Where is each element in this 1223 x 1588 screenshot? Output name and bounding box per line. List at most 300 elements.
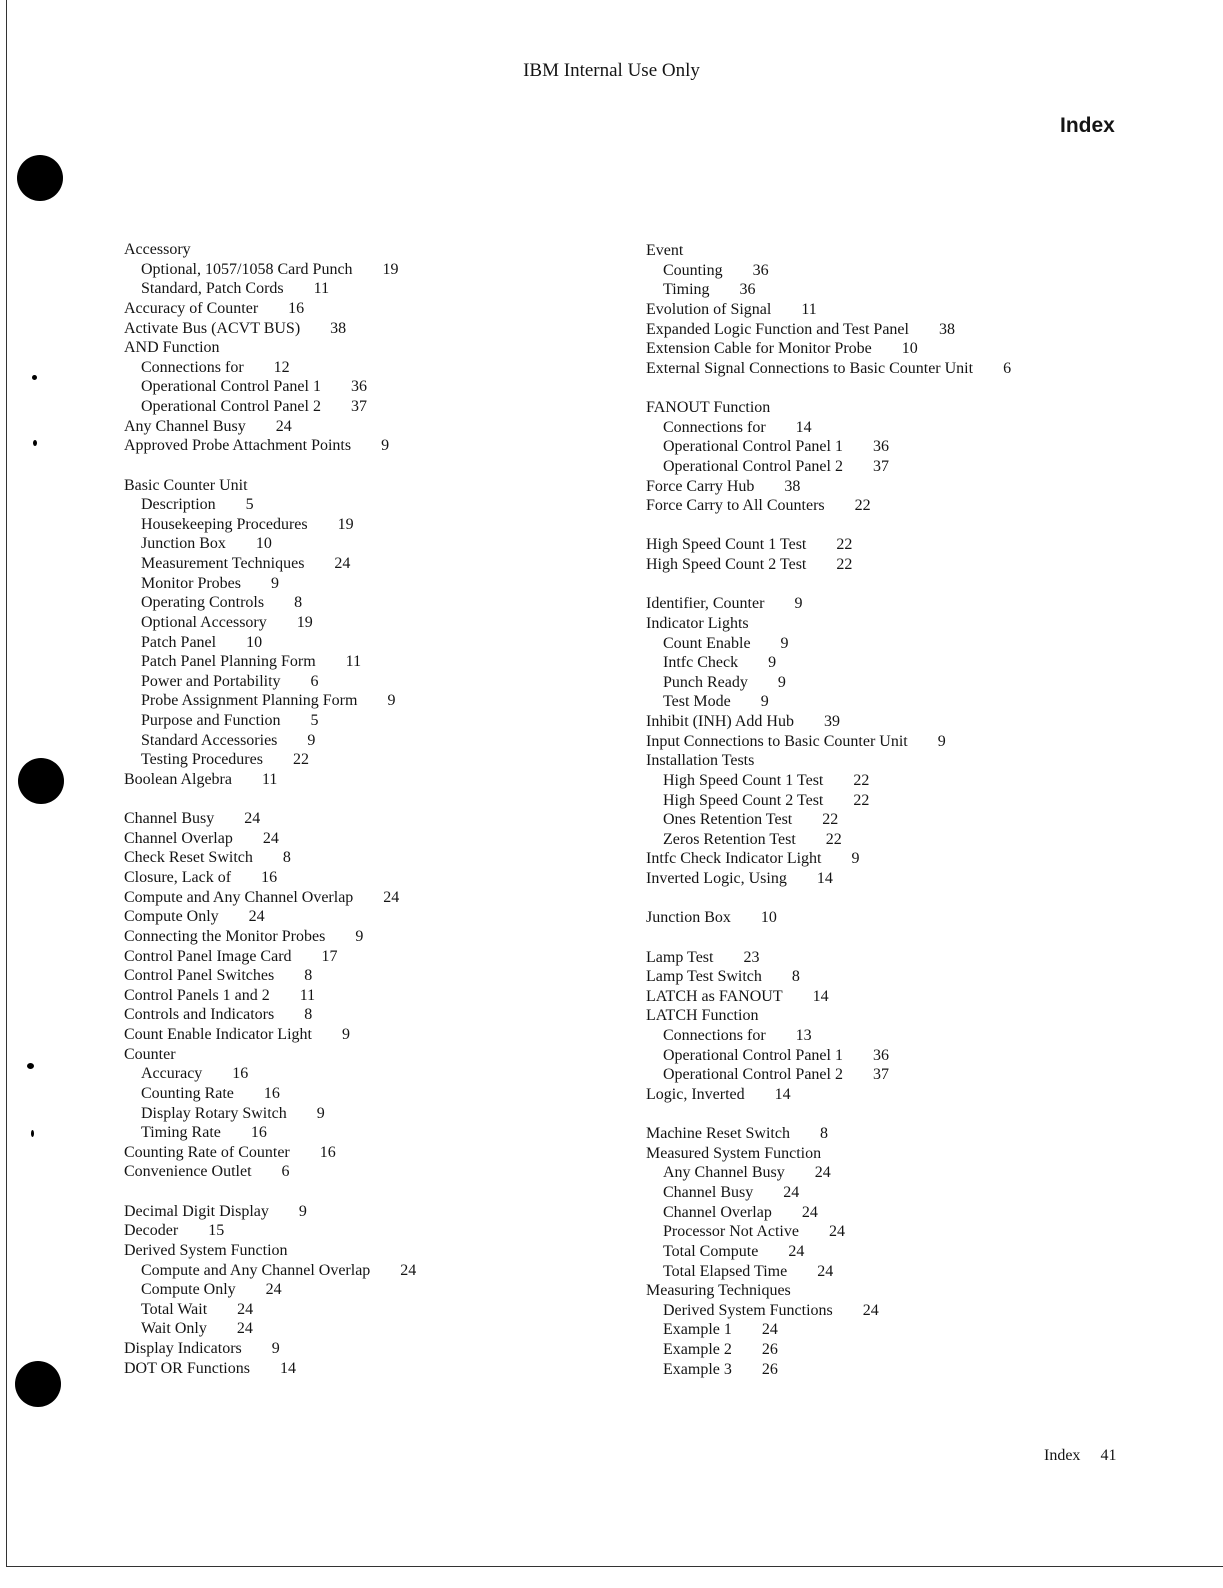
index-page-ref: 8	[791, 968, 800, 986]
index-entry	[124, 240, 416, 260]
index-entry	[124, 1221, 416, 1241]
index-entry	[124, 770, 416, 790]
index-subentry	[646, 673, 1011, 693]
page-border-left	[6, 0, 7, 1566]
index-subentry	[124, 731, 416, 751]
index-subentry	[124, 633, 416, 653]
index-entry	[124, 966, 416, 986]
index-entry	[124, 319, 416, 339]
index-entry	[124, 338, 416, 358]
index-entry	[124, 1339, 416, 1359]
index-page-ref: 24	[383, 888, 400, 906]
index-term: Lamp Test Switch	[646, 968, 762, 986]
index-entry	[124, 829, 416, 849]
index-term: Operational Control Panel 2	[141, 398, 321, 415]
index-subentry	[124, 397, 416, 417]
index-page-ref: 16	[232, 1065, 249, 1083]
index-entry	[646, 594, 1011, 614]
index-entry	[646, 712, 1011, 732]
index-subentry	[646, 791, 1011, 811]
index-term: Processor Not Active	[663, 1223, 799, 1241]
index-subentry	[124, 652, 416, 672]
index-term: DOT OR Functions	[124, 1359, 250, 1377]
index-term: Timing	[663, 281, 710, 299]
index-term: Counting Rate	[141, 1084, 234, 1102]
index-term: Operational Control Panel 1	[663, 1046, 843, 1064]
index-term: Identifier, Counter	[646, 595, 765, 613]
index-term: Decimal Digit Display	[124, 1202, 269, 1220]
index-term: Ones Retention Test	[663, 811, 793, 829]
index-page-ref: 26	[761, 1360, 778, 1378]
index-term: Connections for	[141, 358, 244, 376]
index-page-ref: 16	[261, 869, 278, 886]
index-page-ref: 8	[819, 1125, 828, 1143]
index-entry	[646, 948, 1011, 968]
index-term: Test Mode	[663, 693, 731, 711]
index-term: Boolean Algebra	[124, 770, 232, 788]
index-subentry	[124, 711, 416, 731]
index-term: Counting	[663, 261, 723, 279]
index-term: Basic Counter Unit	[124, 476, 248, 494]
index-entry	[646, 967, 1011, 987]
index-page-ref: 24	[783, 1184, 800, 1201]
index-subentry	[646, 1301, 1011, 1321]
index-subentry	[124, 574, 416, 594]
index-term: Accessory	[124, 241, 191, 258]
index-entry	[646, 1085, 1011, 1105]
index-page-ref: 9	[381, 437, 390, 455]
index-subentry	[124, 1064, 416, 1084]
index-entry	[124, 1143, 416, 1163]
index-subentry	[646, 830, 1011, 850]
index-term: Standard, Patch Cords	[141, 280, 284, 298]
index-term: Junction Box	[646, 909, 731, 927]
index-subentry	[646, 437, 1011, 457]
index-term: Channel Overlap	[124, 829, 233, 847]
index-term: Power and Portability	[141, 672, 281, 690]
index-entry	[646, 339, 1011, 359]
index-entry	[124, 888, 416, 908]
index-term: Purpose and Function	[141, 712, 281, 729]
index-page-ref: 9	[794, 595, 803, 613]
index-page-ref: 16	[250, 1124, 267, 1142]
index-term: Junction Box	[141, 535, 226, 553]
index-term: Force Carry Hub	[646, 477, 755, 495]
index-page-ref: 8	[294, 594, 303, 612]
index-term: Indicator Lights	[646, 614, 749, 632]
index-term: LATCH as FANOUT	[646, 987, 783, 1005]
index-term: Example 1	[663, 1321, 732, 1339]
index-term: Derived System Functions	[663, 1301, 833, 1319]
index-entry	[124, 1241, 416, 1261]
index-page-ref: 11	[313, 280, 330, 298]
index-page-ref: 14	[774, 1085, 791, 1103]
index-subentry	[646, 1183, 1011, 1203]
index-term: Timing Rate	[141, 1124, 221, 1142]
index-term: Inverted Logic, Using	[646, 870, 787, 887]
index-term: Operational Control Panel 2	[663, 457, 843, 475]
index-subentry	[124, 1300, 416, 1320]
index-subentry	[646, 261, 1011, 281]
page-number: 41	[1100, 1447, 1117, 1464]
index-subentry	[646, 1163, 1011, 1183]
index-page-ref: 9	[937, 732, 946, 750]
index-entry	[646, 241, 1011, 261]
index-term: LATCH Function	[646, 1007, 759, 1025]
index-term: Decoder	[124, 1222, 179, 1240]
index-page-ref: 14	[279, 1359, 296, 1377]
index-entry	[124, 1162, 416, 1182]
index-page-ref: 9	[768, 654, 777, 672]
index-subentry	[646, 1222, 1011, 1242]
index-entry	[646, 751, 1011, 771]
index-subentry	[124, 515, 416, 535]
index-page-ref: 6	[281, 1163, 290, 1181]
index-term: High Speed Count 2 Test	[663, 791, 824, 809]
punch-hole-top	[17, 155, 63, 201]
index-entry	[646, 555, 1011, 575]
index-page-ref: 24	[265, 1281, 282, 1299]
index-page-ref: 22	[854, 497, 871, 515]
index-page-ref: 24	[275, 417, 292, 435]
index-entry	[124, 986, 416, 1006]
index-page-ref: 38	[938, 320, 955, 338]
index-term: AND Function	[124, 339, 220, 357]
index-page-ref: 5	[245, 496, 254, 514]
index-entry	[124, 417, 416, 437]
index-term: Connections for	[663, 418, 766, 436]
index-term: High Speed Count 1 Test	[663, 771, 824, 789]
index-term: Convenience Outlet	[124, 1163, 252, 1181]
index-term: Measuring Techniques	[646, 1282, 791, 1300]
page-border-bottom	[6, 1566, 1223, 1567]
index-page-ref: 9	[298, 1202, 307, 1220]
index-entry	[646, 614, 1011, 634]
index-page-ref: 9	[777, 673, 786, 691]
index-term: Logic, Inverted	[646, 1085, 745, 1103]
index-term: Installation Tests	[646, 752, 755, 770]
index-subentry	[646, 810, 1011, 830]
index-subentry	[124, 1084, 416, 1104]
index-term: Total Elapsed Time	[663, 1262, 788, 1280]
index-term: Total Wait	[141, 1300, 208, 1318]
index-page-ref: 9	[355, 927, 364, 945]
index-page-ref: 5	[310, 712, 319, 729]
index-subentry	[646, 418, 1011, 438]
index-column-right	[646, 241, 1011, 1379]
index-subentry	[124, 750, 416, 770]
index-page-ref: 22	[825, 830, 842, 848]
index-page-ref: 22	[836, 536, 853, 554]
index-page-ref: 19	[382, 260, 399, 278]
index-term: Description	[141, 496, 216, 514]
index-subentry	[124, 1319, 416, 1339]
index-subentry	[124, 1123, 416, 1143]
index-page-ref: 10	[246, 633, 263, 651]
index-entry	[124, 809, 416, 829]
index-subentry	[124, 613, 416, 633]
index-term: Control Panel Switches	[124, 967, 275, 985]
index-entry	[124, 476, 416, 496]
scan-speck	[33, 440, 37, 446]
index-subentry	[646, 1340, 1011, 1360]
index-subentry	[124, 672, 416, 692]
index-subentry	[646, 653, 1011, 673]
index-page-ref: 10	[760, 909, 777, 927]
index-page-ref: 9	[851, 850, 860, 868]
index-subentry	[124, 534, 416, 554]
index-page-ref: 24	[801, 1203, 818, 1221]
index-entry	[646, 869, 1011, 889]
index-term: Example 3	[663, 1360, 732, 1378]
index-term: Count Enable Indicator Light	[124, 1026, 312, 1043]
index-page-ref: 37	[872, 457, 889, 475]
index-term: Operational Control Panel 1	[663, 438, 843, 456]
index-page-ref: 9	[316, 1104, 325, 1122]
index-term: Compute Only	[141, 1281, 236, 1299]
index-subentry	[124, 279, 416, 299]
index-page-ref: 9	[307, 731, 316, 749]
index-page-ref: 6	[1003, 359, 1012, 377]
scan-speck	[32, 375, 37, 380]
index-page-ref: 9	[271, 574, 279, 592]
index-entry	[646, 477, 1011, 497]
index-page-ref: 39	[823, 713, 840, 730]
index-page-ref: 22	[853, 791, 870, 809]
index-subentry	[646, 1360, 1011, 1380]
index-term: Total Compute	[663, 1242, 759, 1260]
index-term: Compute Only	[124, 908, 219, 926]
index-page-ref: 8	[304, 967, 313, 985]
index-subentry	[124, 691, 416, 711]
index-term: Control Panel Image Card	[124, 947, 292, 965]
index-page-ref: 24	[236, 1320, 253, 1338]
index-page-ref: 24	[862, 1301, 879, 1319]
index-page-ref: 16	[288, 299, 305, 317]
index-term: Machine Reset Switch	[646, 1125, 790, 1143]
index-page-ref: 8	[282, 849, 291, 867]
index-entry	[646, 849, 1011, 869]
page-footer	[1044, 1447, 1116, 1465]
index-term: Display Indicators	[124, 1340, 242, 1357]
index-term: Any Channel Busy	[663, 1164, 785, 1182]
index-subentry	[646, 1026, 1011, 1046]
index-entry	[646, 1124, 1011, 1144]
index-page-ref: 9	[760, 693, 769, 711]
index-page-ref: 37	[350, 398, 367, 415]
index-term: Compute and Any Channel Overlap	[124, 888, 354, 906]
index-page-ref: 6	[310, 672, 319, 690]
index-term: Accuracy	[141, 1065, 203, 1083]
index-page-ref: 23	[743, 948, 760, 966]
index-page-ref: 22	[853, 771, 870, 789]
index-term: Connecting the Monitor Probes	[124, 927, 326, 945]
index-subentry	[124, 495, 416, 515]
index-term: Lamp Test	[646, 948, 714, 966]
footer-label: Index	[1044, 1447, 1081, 1464]
index-term: Count Enable	[663, 634, 751, 652]
index-page-ref: 11	[801, 300, 817, 318]
index-subentry	[124, 554, 416, 574]
index-page-ref: 22	[822, 811, 839, 829]
index-term: Probe Assignment Planning Form	[141, 692, 358, 710]
index-term: High Speed Count 1 Test	[646, 536, 807, 554]
index-page-ref: 19	[337, 515, 354, 533]
index-page-ref: 36	[872, 438, 889, 456]
index-page-ref: 11	[345, 653, 362, 671]
index-entry	[646, 398, 1011, 418]
index-term: Channel Overlap	[663, 1203, 772, 1221]
index-page-ref: 9	[780, 634, 789, 652]
index-page-ref: 36	[752, 261, 769, 279]
index-subentry	[646, 692, 1011, 712]
index-entry	[124, 1202, 416, 1222]
index-term: High Speed Count 2 Test	[646, 556, 807, 573]
index-entry	[646, 320, 1011, 340]
index-page-ref: 36	[739, 281, 756, 299]
index-page-ref: 24	[334, 555, 351, 572]
index-term: Counter	[124, 1045, 176, 1063]
index-page-ref: 19	[296, 613, 313, 631]
index-term: FANOUT Function	[646, 399, 771, 416]
index-term: Compute and Any Channel Overlap	[141, 1261, 371, 1279]
index-term: Accuracy of Counter	[124, 299, 259, 317]
index-term: Inhibit (INH) Add Hub	[646, 713, 794, 730]
index-term: Testing Procedures	[141, 751, 263, 769]
index-term: Display Rotary Switch	[141, 1104, 287, 1122]
index-term: Measurement Techniques	[141, 555, 305, 572]
index-page-ref: 22	[292, 751, 309, 769]
index-term: Connections for	[663, 1027, 766, 1044]
index-page-ref: 24	[262, 829, 279, 847]
index-term: Punch Ready	[663, 673, 748, 691]
index-term: Control Panels 1 and 2	[124, 986, 270, 1004]
index-column-left	[124, 240, 416, 1378]
index-term: Optional Accessory	[141, 613, 267, 631]
index-term: Intfc Check	[663, 654, 739, 672]
index-page-ref: 24	[400, 1261, 417, 1279]
index-entry	[646, 987, 1011, 1007]
index-term: Housekeeping Procedures	[141, 515, 308, 533]
index-page-ref: 17	[321, 947, 338, 965]
index-entry	[124, 868, 416, 888]
index-term: Check Reset Switch	[124, 849, 253, 867]
index-term: Optional, 1057/1058 Card Punch	[141, 260, 353, 278]
scan-speck	[27, 1063, 34, 1069]
page-header: IBM Internal Use Only	[523, 60, 700, 81]
index-page-ref: 16	[319, 1143, 336, 1161]
index-page-ref: 24	[814, 1164, 831, 1182]
index-subentry	[646, 771, 1011, 791]
index-entry	[124, 299, 416, 319]
index-entry	[124, 907, 416, 927]
index-subentry	[124, 1280, 416, 1300]
index-term: Monitor Probes	[141, 574, 241, 592]
index-entry	[124, 848, 416, 868]
index-term: Input Connections to Basic Counter Unit	[646, 732, 908, 750]
index-page-ref: 37	[872, 1066, 889, 1084]
index-page-ref: 24	[237, 1300, 254, 1318]
index-term: Force Carry to All Counters	[646, 497, 825, 515]
index-term: Event	[646, 242, 684, 259]
index-term: Measured System Function	[646, 1144, 822, 1162]
index-entry	[646, 496, 1011, 516]
index-entry	[646, 359, 1011, 379]
index-term: Activate Bus (ACVT BUS)	[124, 319, 301, 337]
index-page-ref: 36	[350, 378, 367, 396]
index-page-ref: 24	[244, 810, 261, 828]
index-page-ref: 9	[271, 1340, 280, 1357]
index-page-ref: 14	[795, 418, 812, 436]
index-page-ref: 24	[761, 1321, 778, 1339]
punch-hole-middle	[18, 758, 64, 804]
scan-speck	[31, 1130, 34, 1137]
index-page-ref: 9	[341, 1026, 350, 1043]
index-page-ref: 9	[387, 692, 396, 710]
index-entry	[646, 908, 1011, 928]
index-page-ref: 24	[788, 1242, 805, 1260]
index-entry	[124, 1005, 416, 1025]
index-page-ref: 26	[761, 1341, 778, 1358]
index-page-ref: 38	[330, 319, 347, 337]
index-subentry	[646, 1242, 1011, 1262]
index-term: Counting Rate of Counter	[124, 1143, 290, 1161]
index-page-ref: 24	[817, 1262, 834, 1280]
index-page-ref: 36	[872, 1046, 889, 1064]
index-entry	[124, 436, 416, 456]
index-subentry	[124, 593, 416, 613]
index-page-ref: 8	[304, 1006, 313, 1024]
index-term: Any Channel Busy	[124, 417, 246, 435]
index-term: Intfc Check Indicator Light	[646, 850, 822, 868]
index-entry	[646, 300, 1011, 320]
index-entry	[646, 1006, 1011, 1026]
index-entry	[646, 1144, 1011, 1164]
index-page-ref: 11	[299, 986, 316, 1004]
page-title: Index	[1060, 114, 1115, 137]
index-subentry	[124, 260, 416, 280]
index-subentry	[646, 1262, 1011, 1282]
index-subentry	[646, 1320, 1011, 1340]
index-subentry	[124, 1261, 416, 1281]
index-entry	[124, 947, 416, 967]
index-entry	[646, 732, 1011, 752]
index-entry	[124, 927, 416, 947]
index-term: Operational Control Panel 1	[141, 378, 321, 396]
index-term: Closure, Lack of	[124, 869, 232, 886]
index-page-ref: 24	[248, 908, 265, 926]
index-page-ref: 22	[836, 556, 853, 573]
index-page-ref: 10	[901, 340, 918, 358]
index-subentry	[646, 634, 1011, 654]
index-page-ref: 12	[273, 358, 290, 376]
index-subentry	[646, 1046, 1011, 1066]
index-page-ref: 10	[255, 535, 272, 553]
index-page-ref: 14	[812, 987, 829, 1005]
index-page-ref: 14	[816, 870, 833, 887]
index-term: Approved Probe Attachment Points	[124, 437, 352, 455]
index-term: Channel Busy	[663, 1184, 754, 1201]
index-subentry	[124, 1104, 416, 1124]
index-subentry	[646, 1203, 1011, 1223]
index-term: Operating Controls	[141, 594, 265, 612]
index-term: Patch Panel	[141, 633, 217, 651]
index-term: Zeros Retention Test	[663, 830, 796, 848]
index-term: Patch Panel Planning Form	[141, 653, 316, 671]
index-subentry	[646, 280, 1011, 300]
index-term: Example 2	[663, 1341, 732, 1358]
index-term: Evolution of Signal	[646, 300, 772, 318]
